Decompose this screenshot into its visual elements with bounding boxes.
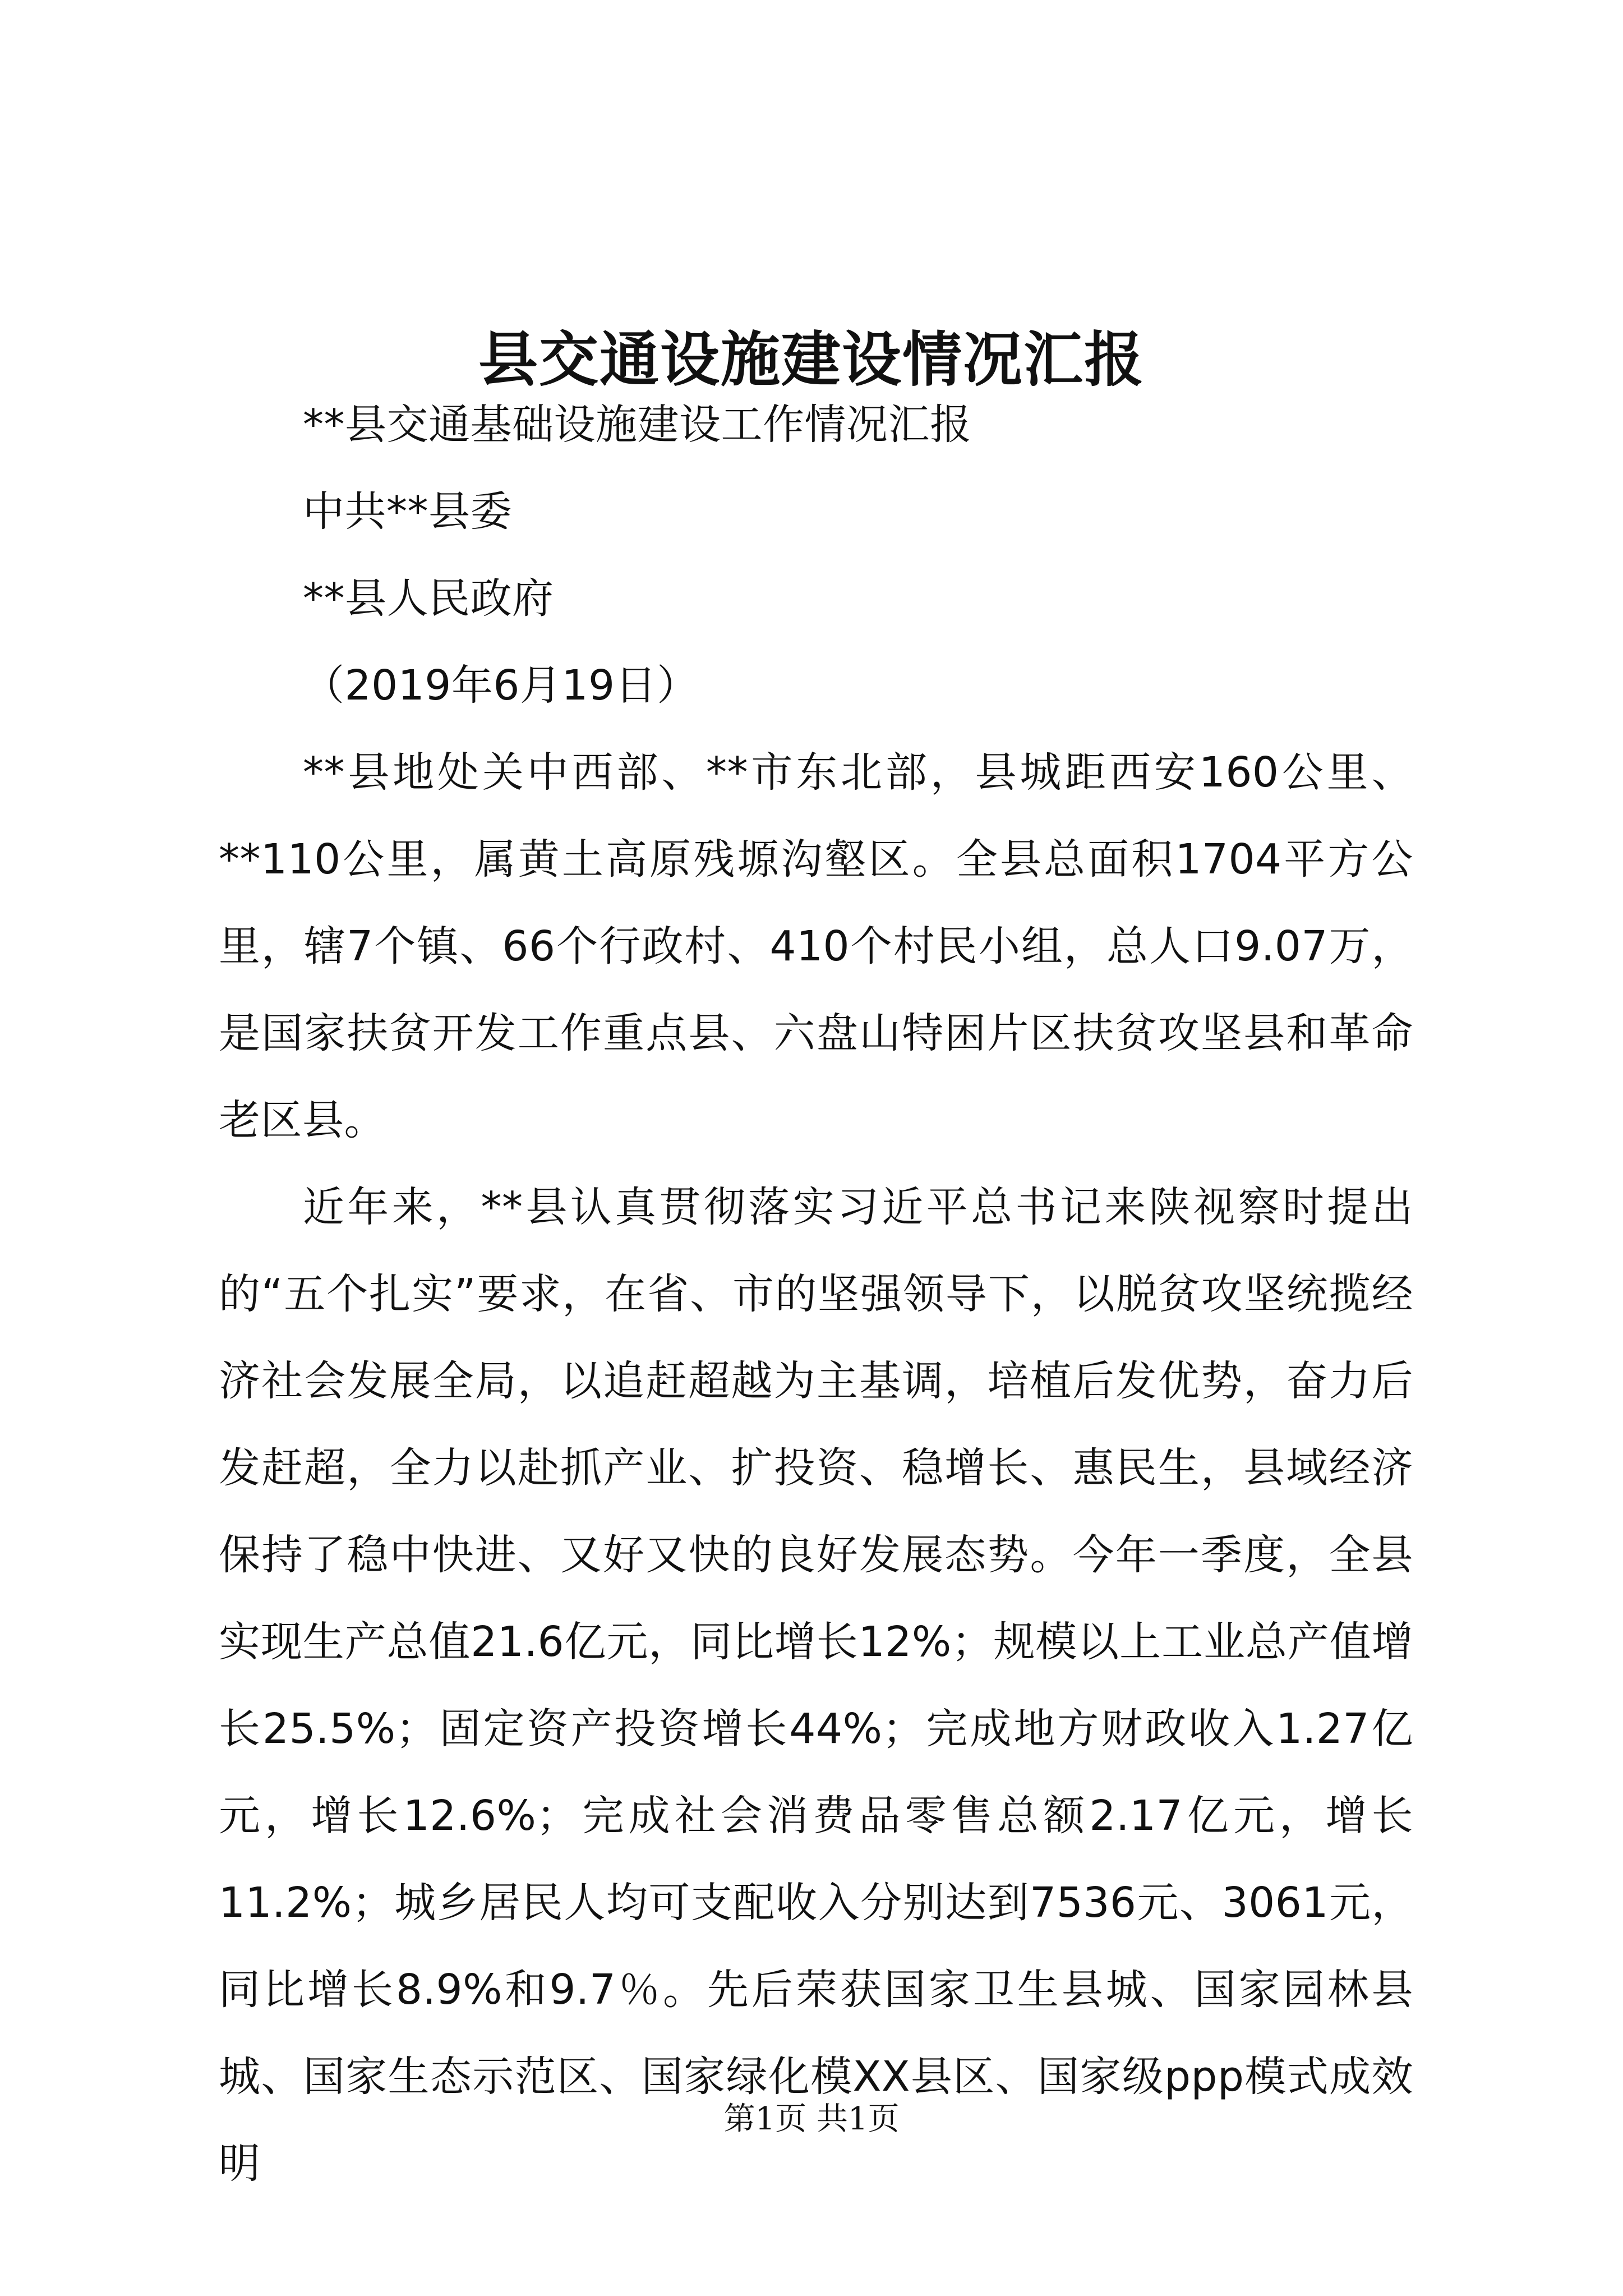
document-title: 县交通设施建设情况汇报 xyxy=(478,324,1145,395)
report-date: （2019年6月19日） xyxy=(303,661,699,710)
page-number-footer: 第1页 共1页 xyxy=(723,2101,900,2137)
document-body xyxy=(219,381,1413,2207)
paragraph-economic-development: 近年来，**县认真贯彻落实习近平总书记来陕视察时提出的“五个扎实”要求，在省、市的坚强领导下，以脱贫攻坚统揽经济社会发展全局，以追赶超越为主基调，培植后发优势，奋力后发赶超，全力以赴抓产业、扩投资、稳增长、惠民生，县域经济保持了稳中快进、又好又快的良好发展态势。今年一季度，全县实现生产总值21.6亿元，同比增长12%；规模以上工业总产值增长25.5%；固定资产投资增长44%；完成地方财政收入1.27亿元，增长12.6%；完成社会消费品零售总额2.17亿元，增长11.2%；城乡居民人均可支配收入分别达到7536元、3061元，同比增长8.9%和9.7％。先后荣获国家卫生县城、国家园林县城、国家生态示范区、国家绿化模XX县区、国家级ppp模式成效明 xyxy=(219,1183,1413,2188)
issuer-party-committee: 中共**县委 xyxy=(303,487,512,536)
paragraph-county-overview: **县地处关中西部、**市东北部，县城距西安160公里、**110公里，属黄土高原残塬沟壑区。全县总面积1704平方公里，辖7个镇、66个行政村、410个村民小组，总人口9.07万，是国家扶贫开发工作重点县、六盘山特困片区扶贫攻坚县和革命老区县。 xyxy=(219,748,1413,1144)
report-subtitle: **县交通基础设施建设工作情况汇报 xyxy=(303,401,972,449)
issuer-county-government: **县人民政府 xyxy=(303,574,554,623)
